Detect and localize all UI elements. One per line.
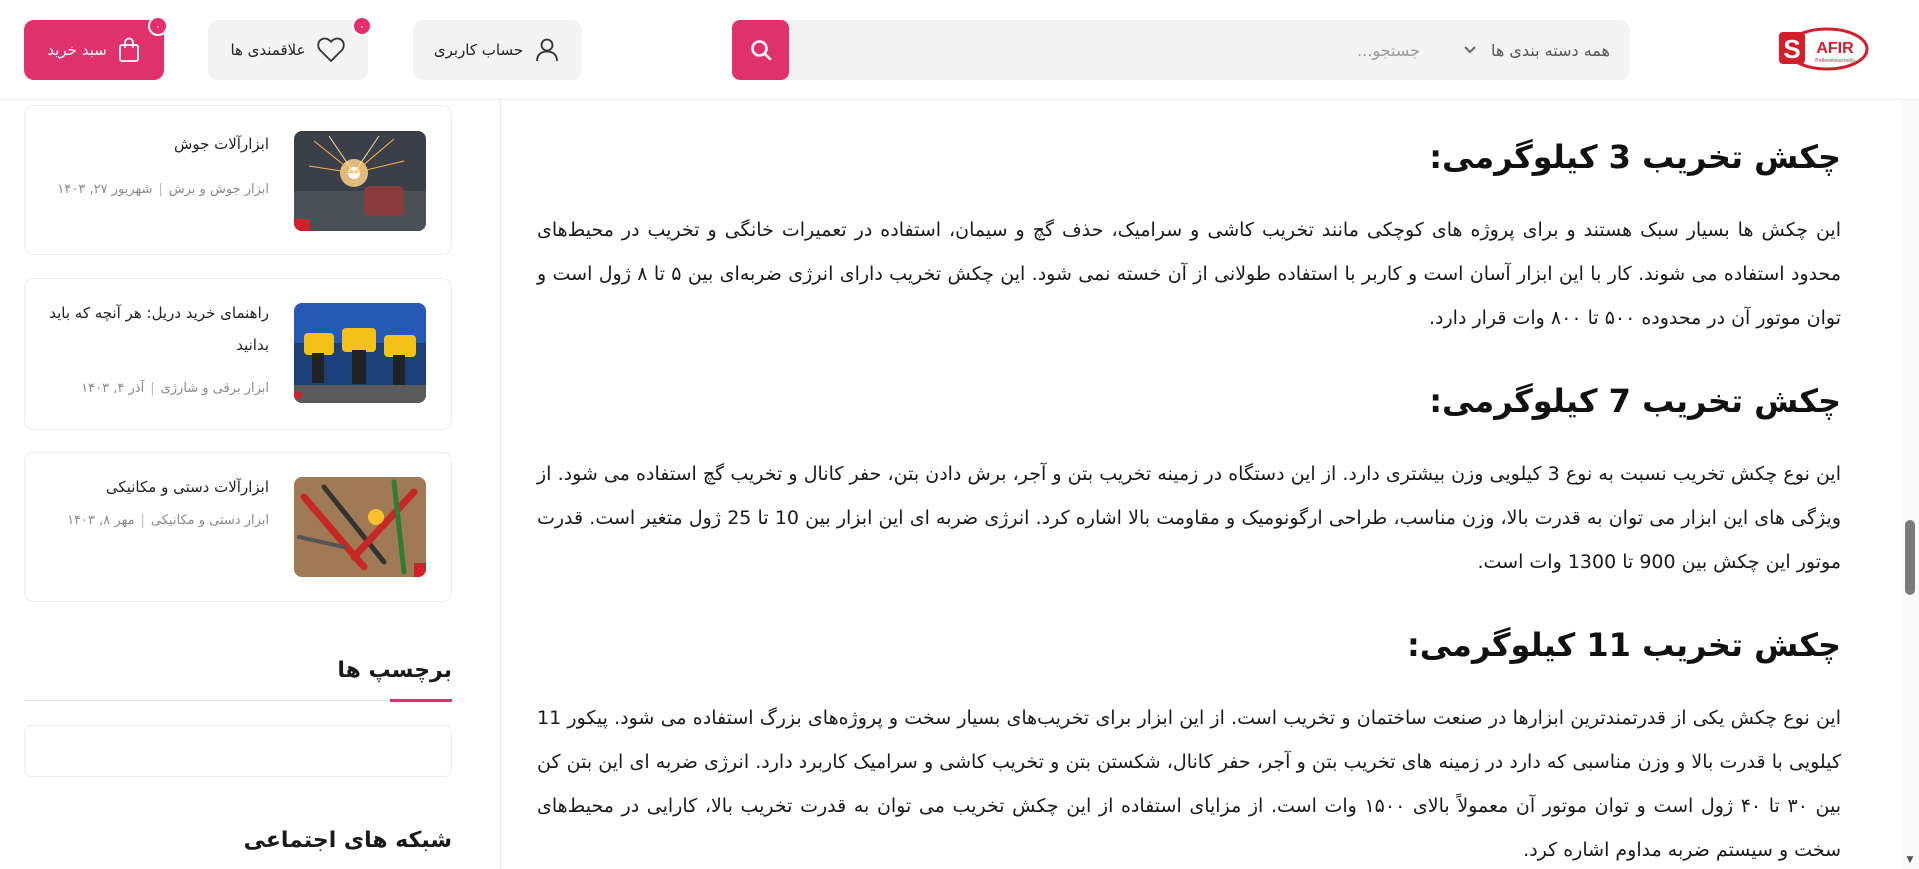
wishlist-label: علاقمندی ها [230,41,306,59]
post-thumbnail-drill[interactable] [294,303,426,403]
search-input[interactable] [860,20,1420,80]
recent-post-card[interactable] [24,452,452,602]
user-icon [533,36,561,64]
section-heading: چکش تخریب 11 کیلوگرمی: [1406,626,1841,664]
tags-title: برچسپ ها [337,658,452,683]
wishlist-button[interactable] [208,20,368,80]
post-title[interactable]: ابزارآلات جوش [174,135,269,153]
post-thumbnail-welding[interactable] [294,131,426,231]
tags-box [24,725,452,777]
site-logo[interactable] [1777,24,1869,74]
cart-count-badge: ۰ [148,16,168,36]
svg-text:S: S [1783,34,1801,64]
post-title[interactable]: راهنمای خرید دریل: هر آنچه که باید بدانید [49,304,269,354]
meta-separator: | [158,182,163,197]
post-date: مهر ۸, ۱۴۰۳ [67,513,135,528]
category-select-label: همه دسته بندی ها [1491,40,1610,60]
shopping-bag-icon [117,36,141,64]
page-scrollbar[interactable] [1901,0,1919,869]
chevron-down-icon [1463,45,1477,55]
post-category[interactable]: ابزار دستی و مکانیکی [150,513,269,528]
section-paragraph: این نوع چکش تخریب نسبت به نوع 3 کیلویی وزن بیشتری دارد. از این دستگاه در زمینه تخریب بتن و آجر، برش دادن بتن، حفر کانال و تخریب گچ استفاده می شود. از ویژگی های این ابزار می توان به قدرت بالا، وزن مناسب، طراحی ارگونومیک و مقاومت بالا اشاره کرد. انرژی ضربه ای این ابزار بین 10 تا 25 ژول متغیر است. قدرت موتور این چکش بین 900 تا 1300 وات است. [537,463,1841,573]
cart-label: سبد خرید [47,41,107,59]
article-content [537,100,1841,869]
column-divider [500,100,501,869]
svg-text:Professional tools: Professional tools [1815,58,1855,64]
section-paragraph: این چکش ها بسیار سبک هستند و برای پروژه های کوچکی مانند تخریب کاشی و سرامیک، حذف گچ و سیمان، استفاده در تعمیرات خانگی و تخریب در محیط‌های محدود استفاده می شوند. کار با این ابزار آسان است و کاربر با استفاده طولانی از آن خسته نمی شود. این چکش تخریب دارای انرژی ضربه‌ای بین ۵ تا ۸ ژول است و توان موتور آن در محدوده ۵۰۰ تا ۸۰۰ وات قرار دارد. [537,219,1841,329]
cart-button[interactable] [24,20,164,80]
section-paragraph: این نوع چکش یکی از قدرتمندترین ابزارها در صنعت ساختمان و تخریب است. از این ابزار برای تخریب‌های بسیار سخت و پروژه‌های بزرگ استفاده می شود. پیکور 11 کیلویی با قدرت بالا و وزن مناسبی که دارد در زمینه های تخریب بتن و آجر، حفر کانال، شکستن بتن و تخریب کاشی و سرامیک کاربرد دارد. انرژی ضربه ای این بتن کن بین ۳۰ تا ۴۰ ژول است و توان موتور آن معمولاً بالای ۱۵۰۰ وات است. از مزایای استفاده از این چکش تخریب می توان به قدرت تخریب بالا، کارایی در محیط‌های سخت و سیستم ضربه مداوم اشاره کرد. [537,707,1842,861]
scroll-down-arrow-icon[interactable]: ▼ [1906,855,1914,865]
post-date: شهریور ۲۷, ۱۴۰۳ [57,182,153,197]
heart-icon [316,36,346,64]
scrollbar-thumb[interactable] [1905,520,1915,595]
post-date: آذر ۴, ۱۴۰۳ [81,381,145,396]
search-bar [732,20,1630,80]
drill-image-icon [294,303,426,403]
welding-image-icon [294,131,426,231]
wishlist-count-badge: ۰ [352,16,372,36]
post-meta [29,513,269,528]
tags-divider-accent [390,699,452,702]
hand-tools-image-icon [294,477,426,577]
sidebar [24,100,452,869]
section-heading: چکش تخریب 7 کیلوگرمی: [1429,382,1841,420]
post-thumbnail-hand-tools[interactable] [294,477,426,577]
svg-text:AFIR: AFIR [1816,40,1854,57]
post-category[interactable]: ابزار جوش و برش [168,182,269,197]
recent-post-card[interactable] [24,105,452,255]
site-header [0,0,1919,100]
search-button[interactable] [732,20,789,80]
post-category[interactable]: ابزار برقی و شارژی [160,381,269,396]
tags-divider [24,700,452,701]
account-button[interactable] [413,20,582,80]
recent-post-card[interactable] [24,278,452,430]
safir-logo-icon [1777,24,1869,74]
post-meta [29,381,269,396]
post-title[interactable]: ابزارآلات دستی و مکانیکی [105,478,269,496]
meta-separator: | [140,513,145,528]
meta-separator: | [150,381,155,396]
account-label: حساب کاربری [433,41,524,59]
social-networks-title: شبکه های اجتماعی [243,828,452,853]
section-heading: چکش تخریب 3 کیلوگرمی: [1429,138,1841,176]
post-meta [29,182,269,197]
category-select[interactable] [1463,20,1610,80]
search-icon [749,38,773,62]
